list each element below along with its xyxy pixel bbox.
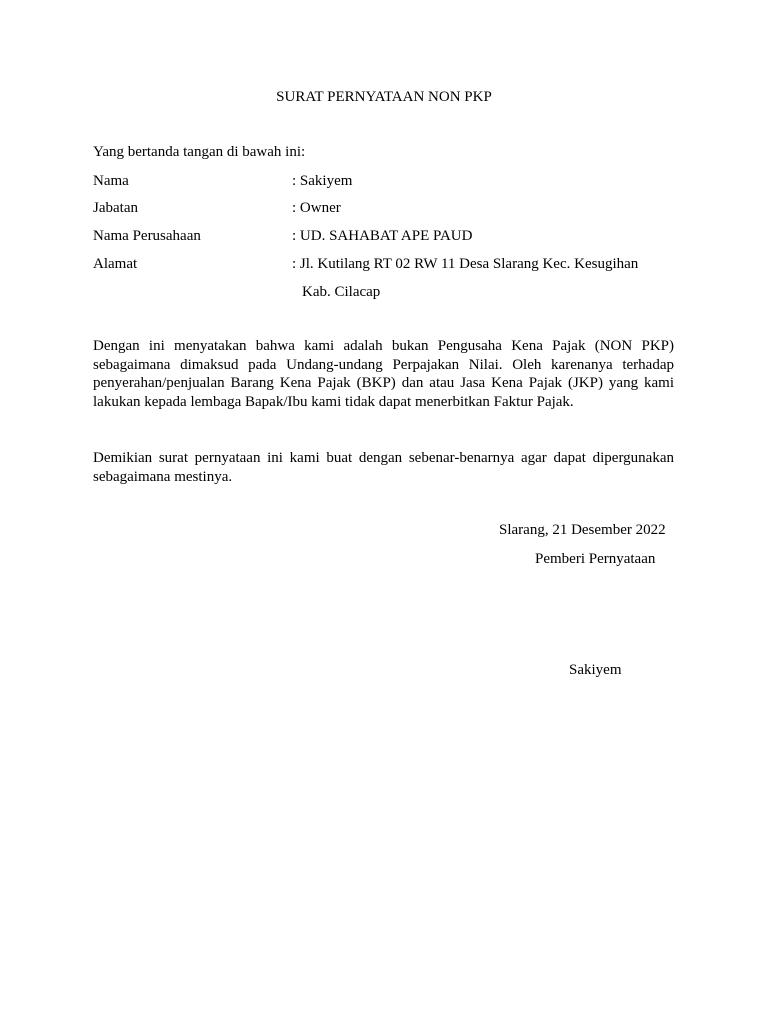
place-date: Slarang, 21 Desember 2022: [499, 522, 666, 538]
closing-paragraph: Demikian surat pernyataan ini kami buat dengan sebenar-benarnya agar dapat dipergunakan sebagaimana mestinya.: [93, 450, 674, 485]
field-label-jabatan: Jabatan: [93, 200, 138, 216]
field-value-jabatan: : Owner: [292, 200, 341, 216]
signer-role: Pemberi Pernyataan: [535, 551, 656, 567]
intro-text: Yang bertanda tangan di bawah ini:: [93, 144, 306, 160]
field-label-nama: Nama: [93, 173, 129, 189]
address-continuation: Kab. Cilacap: [302, 284, 381, 300]
signer-name: Sakiyem: [569, 662, 622, 678]
field-label-nama-perusahaan: Nama Perusahaan: [93, 228, 201, 244]
field-value-nama-perusahaan: : UD. SAHABAT APE PAUD: [292, 228, 473, 244]
field-label-alamat: Alamat: [93, 256, 138, 272]
field-value-nama: : Sakiyem: [292, 173, 353, 189]
document-title: SURAT PERNYATAAN NON PKP: [276, 89, 492, 105]
statement-paragraph: Dengan ini menyatakan bahwa kami adalah bukan Pengusaha Kena Pajak (NON PKP) sebagaimana dimaksud pada Undang-undang Perpajakan Nilai. Oleh karenanya terhadap penyerahan/penjualan Barang Kena Pajak (BKP) dan atau Jasa Kena Pajak (JKP) yang kami lakukan kepada lembaga Bapak/Ibu kami tidak dapat menerbitkan Faktur Pajak.: [93, 338, 674, 410]
field-value-alamat: : Jl. Kutilang RT 02 RW 11 Desa Slarang Kec. Kesugihan: [292, 256, 639, 272]
